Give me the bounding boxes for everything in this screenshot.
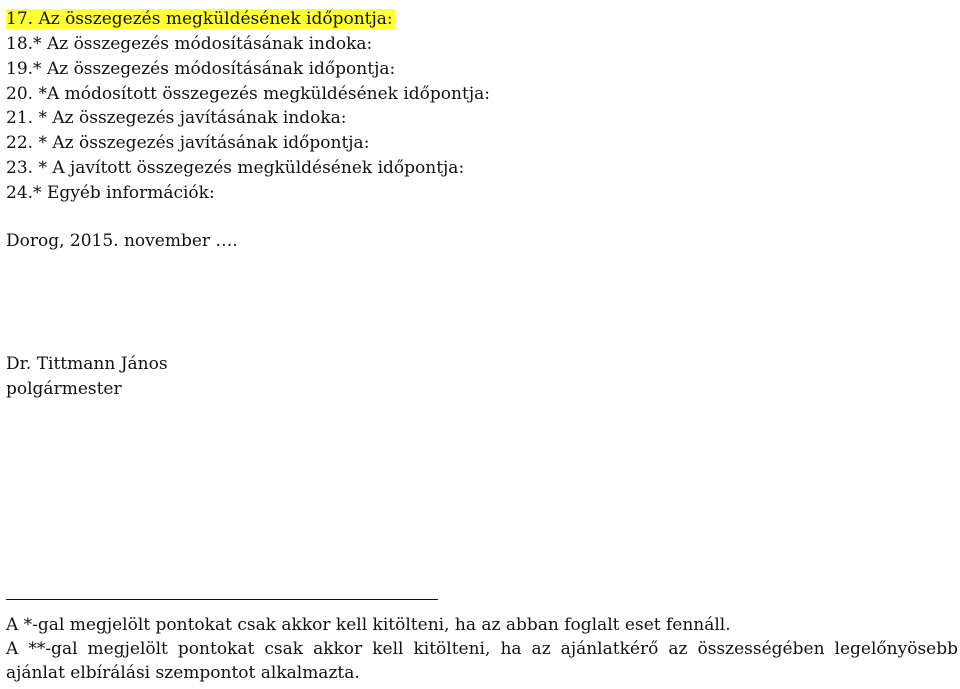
- footnote-double-asterisk-line2: ajánlat elbírálási szempontot alkalmazta.: [6, 663, 360, 683]
- item-24: 24.* Egyéb információk:: [6, 183, 215, 203]
- item-21: 21. * Az összegezés javításának indoka:: [6, 108, 347, 128]
- place-date: Dorog, 2015. november ….: [6, 231, 238, 251]
- footnote-separator: [6, 599, 438, 600]
- footnote-double-asterisk: [6, 638, 958, 660]
- document-page: [6, 0, 956, 689]
- item-20: 20. *A módosított összegezés megküldésének időpontja:: [6, 84, 490, 104]
- item-19: 19.* Az összegezés módosításának időpontja:: [6, 59, 396, 79]
- item-23: 23. * A javított összegezés megküldésének időpontja:: [6, 158, 465, 178]
- item-22: 22. * Az összegezés javításának időpontja:: [6, 133, 370, 153]
- signature-name: Dr. Tittmann János: [6, 354, 168, 374]
- signature-title: polgármester: [6, 379, 122, 399]
- footnote-double-asterisk-line1: A **-gal megjelölt pontokat csak akkor kell kitölteni, ha az ajánlatkérő az összességében legelőnyösebb: [6, 639, 958, 659]
- highlighted-text: 17. Az összegezés megküldésének időpontja:: [6, 9, 393, 29]
- item-17: [6, 8, 395, 30]
- footnote-single-asterisk: A *-gal megjelölt pontokat csak akkor kell kitölteni, ha az abban foglalt eset fennáll.: [6, 615, 731, 635]
- item-18: 18.* Az összegezés módosításának indoka:: [6, 34, 373, 54]
